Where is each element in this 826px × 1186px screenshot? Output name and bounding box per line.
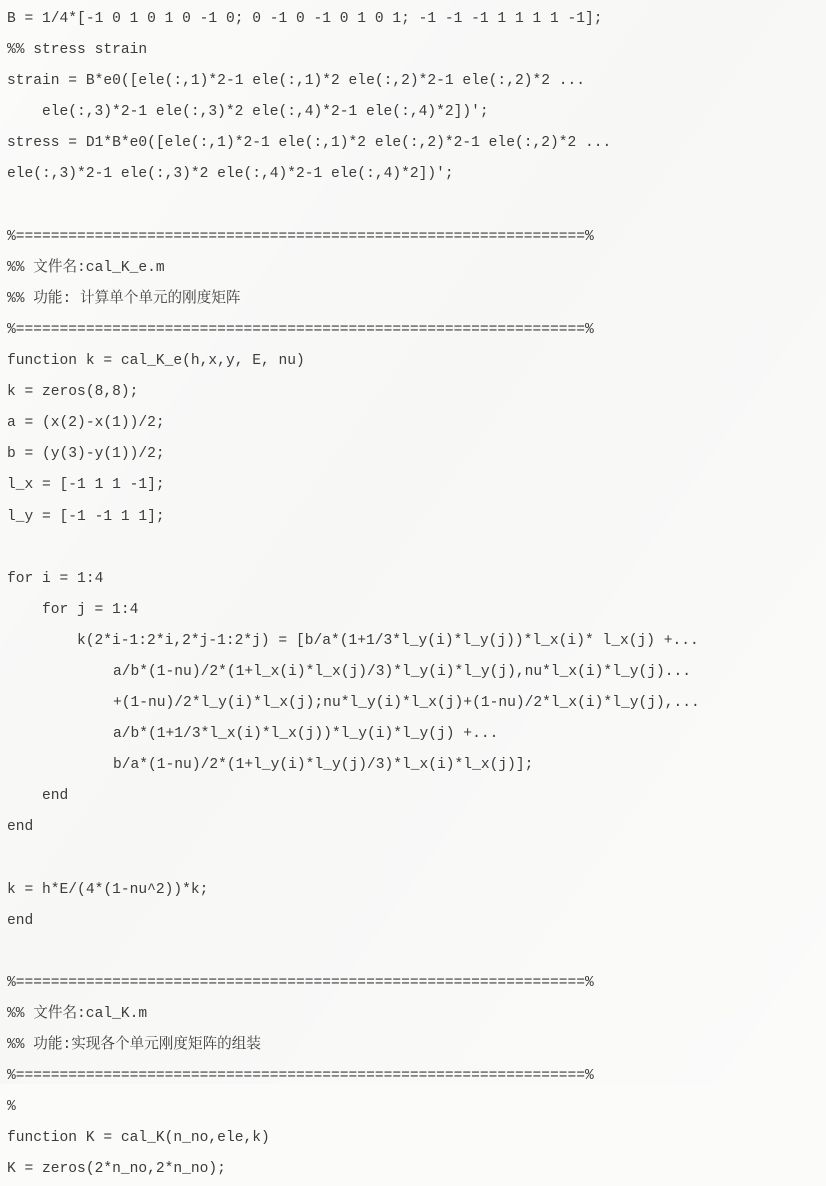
function-description-comment: %% 功能:实现各个单元刚度矩阵的组装	[7, 1037, 261, 1054]
blank-line	[7, 844, 825, 875]
code-line: B = 1/4*[-1 0 1 0 1 0 -1 0; 0 -1 0 -1 0 1 0 1; -1 -1 -1 1 1 1 1 -1];	[7, 11, 603, 27]
comment-divider: %=================================================================%	[7, 1068, 594, 1085]
loop-line: for i = 1:4	[7, 570, 104, 587]
code-line: ele(:,3)*2-1 ele(:,3)*2 ele(:,4)*2-1 ele(:,4)*2])';	[42, 104, 489, 121]
function-signature: function k = cal_K_e(h,x,y, E, nu)	[7, 353, 305, 370]
code-line: a = (x(2)-x(1))/2;	[7, 415, 165, 432]
code-line: l_x = [-1 1 1 -1];	[7, 477, 165, 494]
end-keyword: end	[7, 819, 34, 836]
code-comment: %% stress strain	[7, 42, 148, 59]
code-listing	[7, 4, 825, 1186]
code-line: +(1-nu)/2*l_y(i)*l_x(j);nu*l_y(i)*l_x(j)+(1-nu)/2*l_x(i)*l_y(j),...	[113, 695, 700, 712]
code-line: a/b*(1-nu)/2*(1+l_x(i)*l_x(j)/3)*l_y(i)*l_y(j),nu*l_x(i)*l_y(j)...	[113, 663, 692, 680]
code-line: stress = D1*B*e0([ele(:,1)*2-1 ele(:,1)*2 ele(:,2)*2-1 ele(:,2)*2 ...	[7, 135, 612, 152]
code-line: strain = B*e0([ele(:,1)*2-1 ele(:,1)*2 ele(:,2)*2-1 ele(:,2)*2 ...	[7, 73, 586, 90]
code-line: l_y = [-1 -1 1 1];	[7, 508, 165, 525]
comment-divider: %=================================================================%	[7, 974, 594, 991]
code-line: k(2*i-1:2*i,2*j-1:2*j) = [b/a*(1+1/3*l_y(i)*l_y(j))*l_x(i)* l_x(j) +...	[77, 632, 699, 649]
code-line: ele(:,3)*2-1 ele(:,3)*2 ele(:,4)*2-1 ele(:,4)*2])';	[7, 166, 454, 183]
loop-line: for j = 1:4	[42, 601, 139, 618]
file-name-comment: %% 文件名:cal_K.m	[7, 1006, 148, 1022]
code-line: b = (y(3)-y(1))/2;	[7, 446, 165, 463]
blank-line	[7, 937, 825, 968]
comment-divider: %=================================================================%	[7, 321, 594, 338]
end-keyword: end	[42, 788, 69, 805]
function-description-comment: %% 功能: 计算单个单元的刚度矩阵	[7, 290, 241, 307]
code-line: k = zeros(8,8);	[7, 384, 139, 401]
code-line: b/a*(1-nu)/2*(1+l_y(i)*l_y(j)/3)*l_x(i)*l_x(j)];	[113, 757, 534, 774]
comment-divider: %=================================================================%	[7, 228, 594, 245]
blank-line	[7, 191, 825, 222]
blank-line	[7, 533, 825, 564]
code-line: k = h*E/(4*(1-nu^2))*k;	[7, 881, 209, 898]
code-line: a/b*(1+1/3*l_x(i)*l_x(j))*l_y(i)*l_y(j) +...	[113, 726, 499, 743]
code-comment: %	[7, 1099, 16, 1116]
code-line: K = zeros(2*n_no,2*n_no);	[7, 1161, 226, 1178]
file-name-comment: %% 文件名:cal_K_e.m	[7, 259, 165, 276]
function-signature: function K = cal_K(n_no,ele,k)	[7, 1130, 270, 1147]
end-keyword: end	[7, 912, 34, 929]
